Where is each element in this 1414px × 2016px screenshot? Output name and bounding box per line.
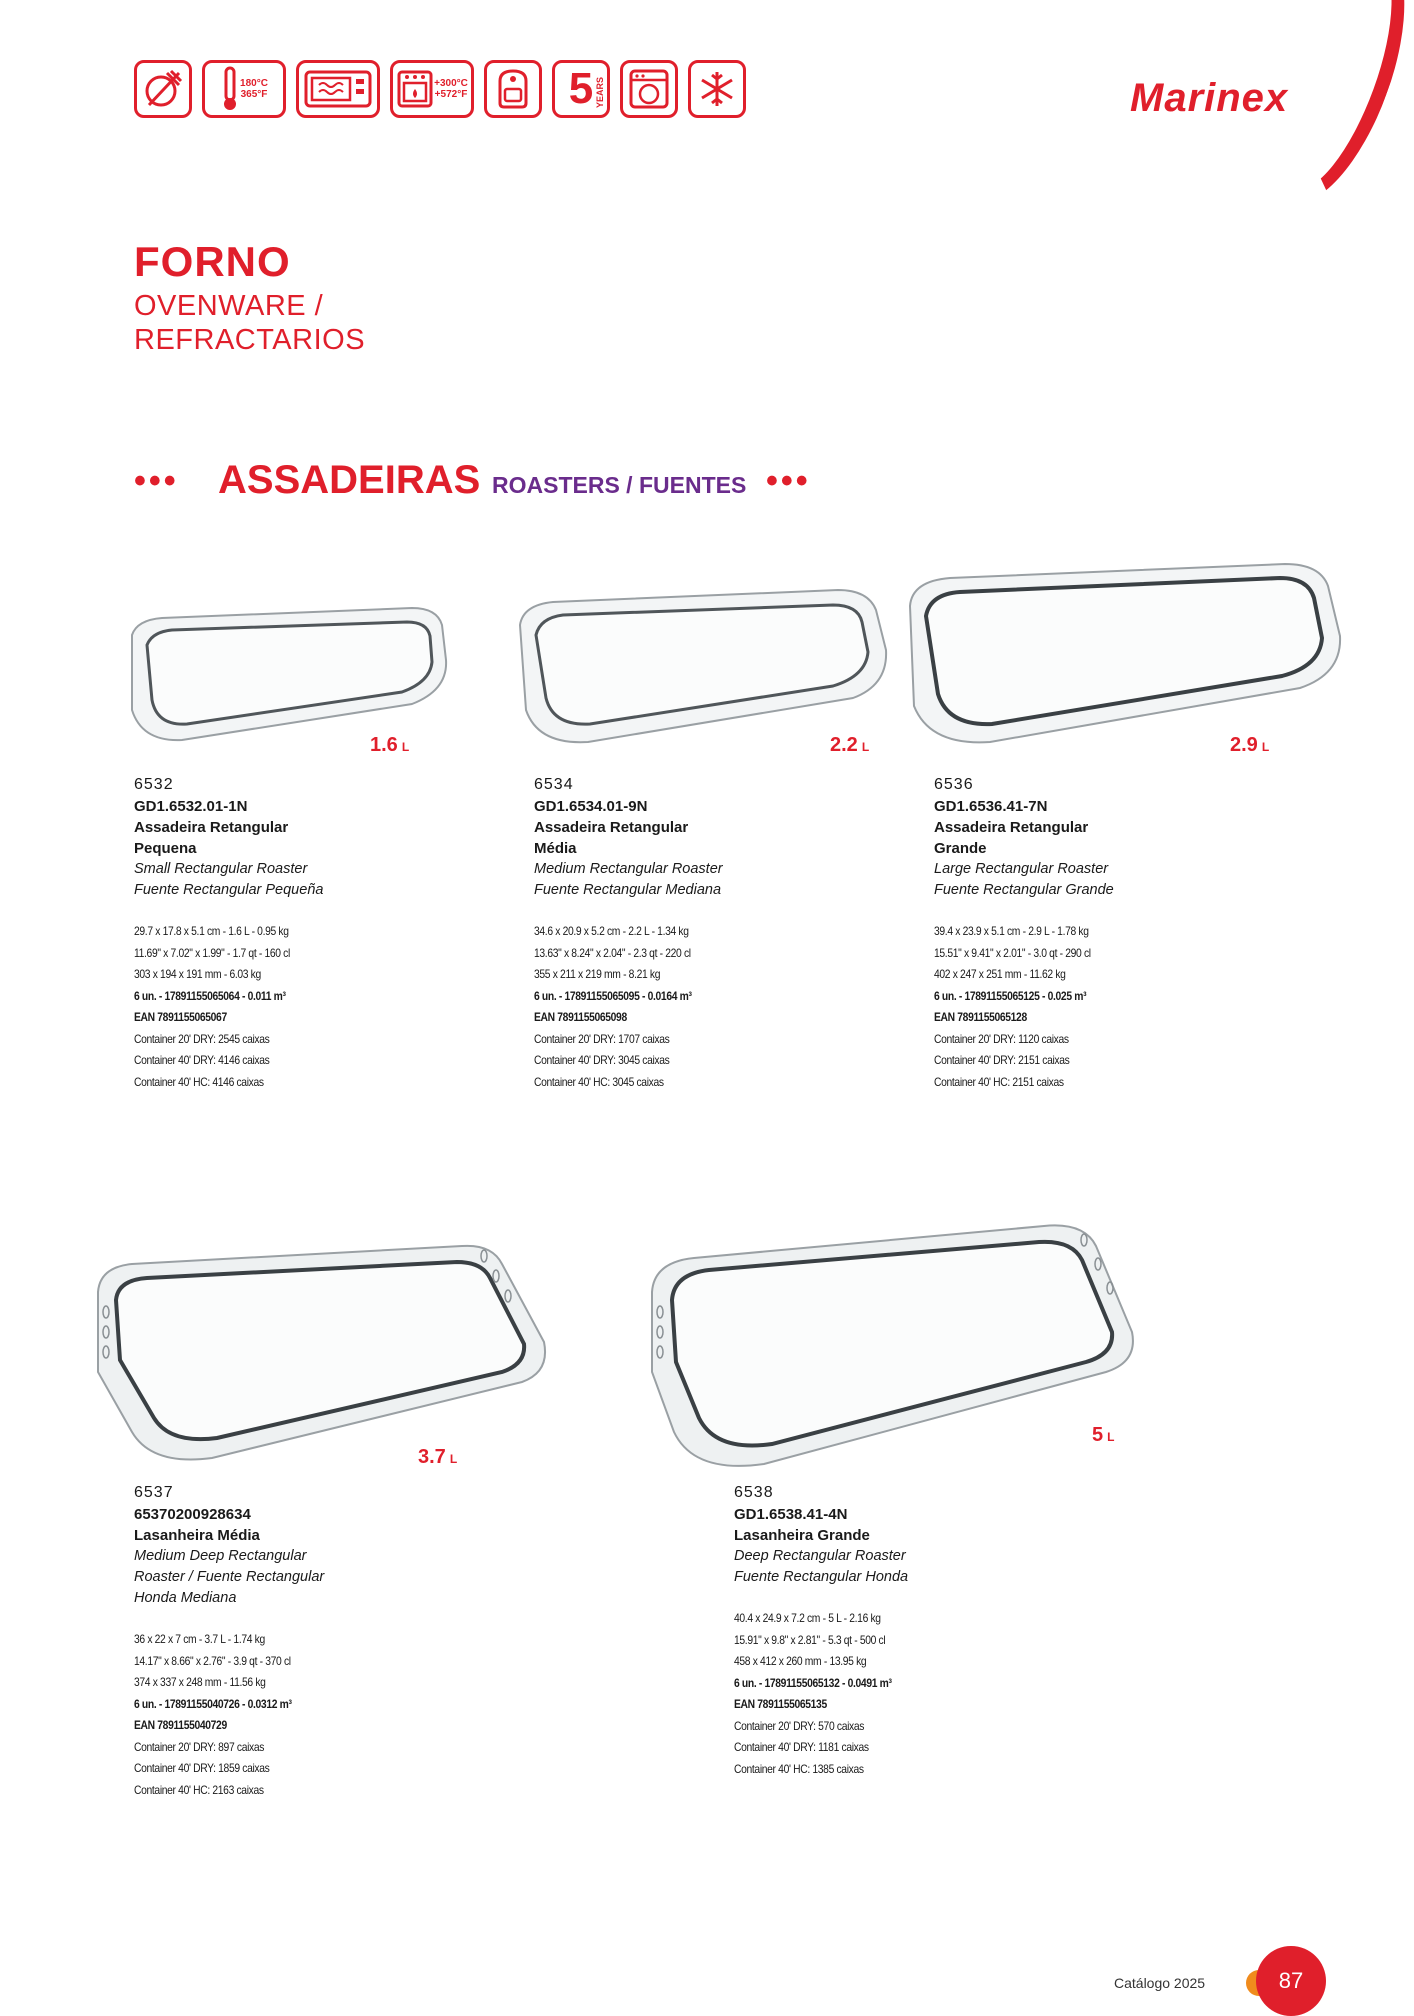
product-code: 65370200928634 <box>134 1506 251 1523</box>
capacity-label-6534: 2.2 L <box>830 734 870 756</box>
product-number: 6534 <box>534 776 574 793</box>
spec-ean: EAN 7891155065067 <box>134 1010 227 1024</box>
spec-in: 14.17" x 8.66" x 2.76" - 3.9 qt - 370 cl <box>134 1653 291 1668</box>
product-number: 6536 <box>934 776 974 793</box>
product-name-pt: Assadeira Retangular <box>934 819 1089 836</box>
page-title: FORNO <box>134 238 291 285</box>
section-dots-right: ••• <box>766 462 811 500</box>
oven-temperature-icon <box>202 60 286 118</box>
spec-cm: 36 x 22 x 7 cm - 3.7 L - 1.74 kg <box>134 1632 265 1646</box>
spec-pack: 6 un. - 17891155065132 - 0.0491 m³ <box>734 1675 892 1690</box>
spec-c20: Container 20' DRY: 570 caixas <box>734 1718 865 1733</box>
spec-c40hc: Container 40' HC: 2151 caixas <box>934 1074 1064 1089</box>
spec-c40hc: Container 40' HC: 3045 caixas <box>534 1074 664 1089</box>
section-dots-left: ••• <box>134 462 179 500</box>
five-year-warranty-icon <box>552 60 610 118</box>
high-temp-c: +300°C <box>434 78 468 89</box>
product-name-en-2: Roaster / Fuente Rectangular <box>134 1569 325 1585</box>
cutlery-icon <box>134 60 192 118</box>
spec-ean: EAN 7891155065128 <box>934 1010 1027 1024</box>
capacity-label-6538: 5 L <box>1092 1424 1115 1446</box>
product-specs <box>134 1629 418 1801</box>
product-block-6534 <box>534 774 864 1093</box>
product-image-6532 <box>112 600 452 750</box>
catalog-label: Catálogo 2025 <box>1114 1975 1206 1991</box>
product-specs <box>734 1608 1018 1780</box>
spec-mm: 402 x 247 x 251 mm - 11.62 kg <box>934 967 1066 981</box>
product-name-pt: Assadeira Retangular <box>134 819 289 836</box>
product-name-es: Honda Mediana <box>134 1590 237 1606</box>
product-name-en: Medium Deep Rectangular <box>134 1548 307 1564</box>
spec-c40: Container 40' DRY: 1859 caixas <box>134 1761 270 1775</box>
spec-c40: Container 40' DRY: 3045 caixas <box>534 1053 670 1067</box>
spec-ean: EAN 7891155065135 <box>734 1697 827 1711</box>
product-code: GD1.6534.01-9N <box>534 798 648 815</box>
spec-mm: 458 x 412 x 260 mm - 13.95 kg <box>734 1654 867 1668</box>
product-image-6537 <box>92 1232 552 1466</box>
spec-pack: 6 un. - 17891155040726 - 0.0312 m³ <box>134 1696 292 1711</box>
spec-pack: 6 un. - 17891155065125 - 0.025 m³ <box>934 988 1087 1003</box>
product-name-pt-2: Média <box>534 840 577 857</box>
capacity-label-6537: 3.7 L <box>418 1446 458 1468</box>
section-title: ASSADEIRAS <box>218 458 481 502</box>
product-name-pt-2: Grande <box>934 840 987 857</box>
spec-cm: 39.4 x 23.9 x 5.1 cm - 2.9 L - 1.78 kg <box>934 924 1089 938</box>
product-name-pt: Lasanheira Média <box>134 1527 260 1544</box>
dishwasher-icon <box>620 60 678 118</box>
spec-ean: EAN 7891155065098 <box>534 1010 627 1024</box>
product-name-en: Large Rectangular Roaster <box>934 861 1109 877</box>
product-block-6538 <box>734 1482 1064 1780</box>
spec-c40: Container 40' DRY: 4146 caixas <box>134 1053 270 1067</box>
feature-icons-row <box>134 60 746 118</box>
spec-in: 15.51" x 9.41" x 2.01" - 3.0 qt - 290 cl <box>934 945 1091 960</box>
product-block-6536 <box>934 774 1264 1093</box>
product-name-es: Fuente Rectangular Honda <box>734 1569 909 1585</box>
product-block-6532 <box>134 774 464 1093</box>
product-number: 6532 <box>134 776 174 793</box>
brand-logo: Marinex <box>1130 76 1289 120</box>
product-number: 6537 <box>134 1484 174 1501</box>
spec-in: 13.63" x 8.24" x 2.04" - 2.3 qt - 220 cl <box>534 945 691 960</box>
high-temp-oven-icon <box>390 60 474 118</box>
product-code: GD1.6536.41-7N <box>934 798 1048 815</box>
product-image-6536 <box>900 556 1344 750</box>
spec-cm: 34.6 x 20.9 x 5.2 cm - 2.2 L - 1.34 kg <box>534 924 689 938</box>
spec-c20: Container 20' DRY: 1120 caixas <box>934 1031 1069 1046</box>
spec-c20: Container 20' DRY: 2545 caixas <box>134 1031 270 1046</box>
product-code: GD1.6532.01-1N <box>134 798 248 815</box>
high-temp-f: +572°F <box>434 89 468 100</box>
warranty-label: YEARS <box>595 77 605 109</box>
product-name-es: Fuente Rectangular Pequeña <box>134 882 324 898</box>
spec-c20: Container 20' DRY: 1707 caixas <box>534 1031 670 1046</box>
section-subtitle: ROASTERS / FUENTES <box>492 472 747 498</box>
spec-cm: 29.7 x 17.8 x 5.1 cm - 1.6 L - 0.95 kg <box>134 924 289 938</box>
product-image-6538 <box>644 1212 1140 1474</box>
spec-c40hc: Container 40' HC: 2163 caixas <box>134 1782 264 1797</box>
spec-in: 15.91" x 9.8" x 2.81" - 5.3 qt - 500 cl <box>734 1632 886 1647</box>
product-name-es: Fuente Rectangular Grande <box>934 882 1114 898</box>
freezer-snowflake-icon <box>688 60 746 118</box>
page-subtitle-line2: REFRACTARIOS <box>134 324 366 356</box>
product-name-pt: Lasanheira Grande <box>734 1527 870 1544</box>
air-fryer-icon <box>484 60 542 118</box>
spec-c40: Container 40' DRY: 2151 caixas <box>934 1053 1070 1067</box>
capacity-label-6536: 2.9 L <box>1230 734 1270 756</box>
product-specs <box>134 921 418 1093</box>
product-specs <box>934 921 1218 1093</box>
spec-c20: Container 20' DRY: 897 caixas <box>134 1739 265 1754</box>
product-name-en: Medium Rectangular Roaster <box>534 861 723 877</box>
product-name-es: Fuente Rectangular Mediana <box>534 882 722 898</box>
product-name-pt: Assadeira Retangular <box>534 819 689 836</box>
spec-mm: 303 x 194 x 191 mm - 6.03 kg <box>134 967 261 981</box>
spec-c40: Container 40' DRY: 1181 caixas <box>734 1740 869 1754</box>
oven-temp-c: 180°C <box>240 78 268 89</box>
spec-pack: 6 un. - 17891155065064 - 0.011 m³ <box>134 988 286 1003</box>
microwave-icon <box>296 60 380 118</box>
product-number: 6538 <box>734 1484 774 1501</box>
page-number: 87 <box>1256 1946 1326 2016</box>
spec-c40hc: Container 40' HC: 4146 caixas <box>134 1074 264 1089</box>
product-name-en: Deep Rectangular Roaster <box>734 1548 906 1564</box>
oven-temp-f: 365°F <box>240 89 268 100</box>
product-block-6537 <box>134 1482 464 1801</box>
spec-mm: 355 x 211 x 219 mm - 8.21 kg <box>534 967 661 981</box>
spec-ean: EAN 7891155040729 <box>134 1718 227 1732</box>
product-name-pt-2: Pequena <box>134 840 197 857</box>
spec-cm: 40.4 x 24.9 x 7.2 cm - 5 L - 2.16 kg <box>734 1611 881 1625</box>
warranty-number: 5 <box>568 64 594 113</box>
spec-c40hc: Container 40' HC: 1385 caixas <box>734 1761 864 1776</box>
page-subtitle-line1: OVENWARE / <box>134 290 324 322</box>
product-name-en: Small Rectangular Roaster <box>134 861 308 877</box>
product-specs <box>534 921 818 1093</box>
capacity-label-6532: 1.6 L <box>370 734 410 756</box>
spec-mm: 374 x 337 x 248 mm - 11.56 kg <box>134 1675 266 1689</box>
spec-pack: 6 un. - 17891155065095 - 0.0164 m³ <box>534 988 692 1003</box>
spec-in: 11.69" x 7.02" x 1.99" - 1.7 qt - 160 cl <box>134 945 290 960</box>
product-code: GD1.6538.41-4N <box>734 1506 848 1523</box>
product-image-6534 <box>508 580 892 750</box>
